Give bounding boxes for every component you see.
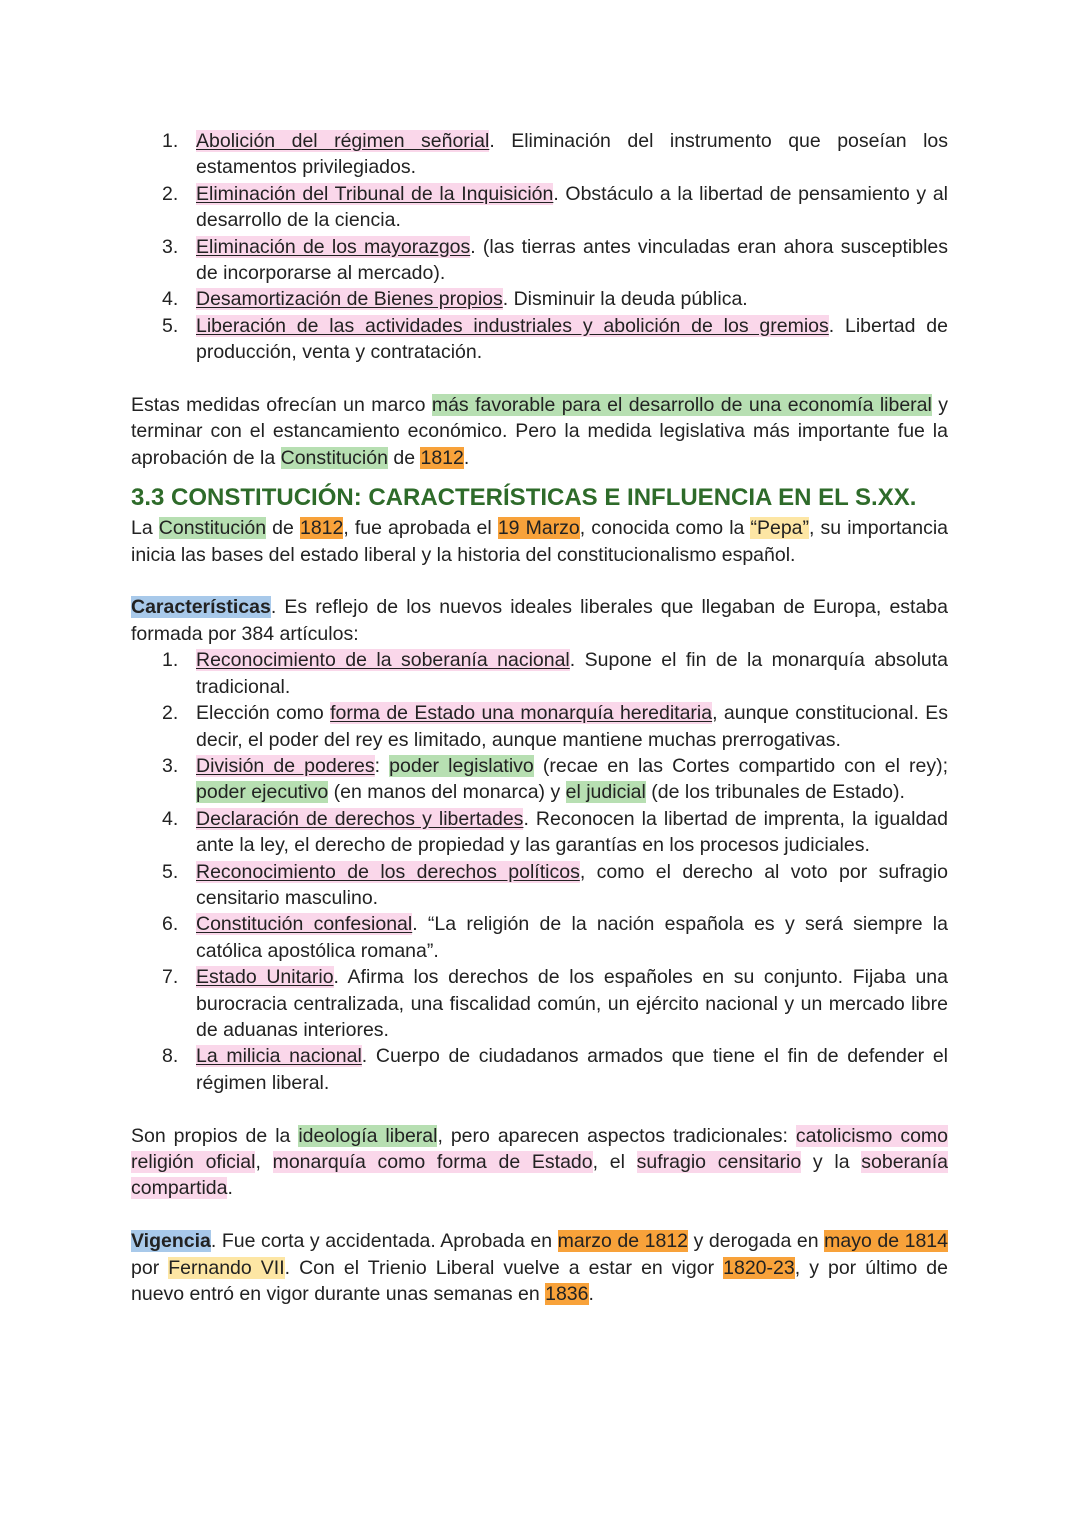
highlighted-term: Estado Unitario — [196, 966, 334, 989]
paragraph-measures: Estas medidas ofrecían un marco más favorable para el desarrollo de una economía liberal y terminar con el estancamiento económico. Pero la medida legislativa más importante fue la aprobación de la Constitución de 1812. — [131, 394, 948, 469]
highlighted-term: Liberación de las actividades industriales y abolición de los gremios — [196, 314, 829, 337]
list-item: 2. Elección como forma de Estado una monarquía hereditaria, aunque constitucional. Es decir, el poder del rey es limitado, aunque mantiene muchas prerrogativas. — [162, 702, 948, 751]
list-item: 3. División de poderes: poder legislativo (recae en las Cortes compartido con el rey); poder ejecutivo (en manos del monarca) y el judicial (de los tribunales de Estado). — [162, 754, 949, 804]
highlighted-date: marzo de 1812 — [557, 1230, 689, 1253]
highlighted-date: 19 Marzo — [497, 517, 580, 540]
highlighted-term: Constitución — [280, 446, 388, 469]
list-item: 1. Reconocimiento de la soberanía nacional. Supone el fin de la monarquía absoluta tradicional. — [162, 649, 949, 698]
list-number: 2. — [162, 182, 179, 205]
highlighted-term: forma de Estado una monarquía hereditaria — [330, 702, 713, 725]
highlighted-term: soberanía compartida — [131, 1150, 948, 1200]
highlighted-date: 1820-23 — [723, 1256, 795, 1279]
highlighted-term: poder legislativo — [389, 754, 534, 777]
highlighted-term: Desamortización de Bienes propios — [196, 288, 503, 311]
highlighted-term: Abolición del régimen señorial — [196, 130, 490, 152]
highlighted-term: sufragio censitario — [636, 1150, 802, 1173]
highlighted-date: 1836 — [545, 1283, 589, 1305]
paragraph-ideology: Son propios de la ideología liberal, pero aparecen aspectos tradicionales: catolicismo como religión oficial, monarquía como forma de Estado, el sufragio censitario y la soberanía compartida. — [131, 1124, 948, 1200]
highlighted-term: Fernando VII — [168, 1256, 285, 1279]
list-number: 4. — [162, 288, 179, 311]
item-text: . Disminuir la deuda pública. — [502, 288, 748, 311]
highlighted-date: 1812 — [299, 517, 344, 540]
highlighted-term: más favorable para el desarrollo de una economía liberal — [431, 394, 932, 417]
highlighted-term: La milicia nacional — [196, 1045, 362, 1068]
paragraph-vigencia: Vigencia. Fue corta y accidentada. Aprobada en marzo de 1812 y derogada en mayo de 1814 por Fernando VII. Con el Trienio Liberal vuelve a estar en vigor 1820-23, y por último de nuevo entró en vigor durante unas semanas en 1836. — [131, 1230, 948, 1305]
list-number: 5. — [162, 314, 179, 337]
highlighted-term: Reconocimiento de la soberanía nacional — [196, 649, 570, 672]
list-number: 1. — [162, 130, 179, 152]
paragraph-characteristics: Características. Es reflejo de los nuevos ideales liberales que llegaban de Europa, estaba formada por 384 artículos: — [131, 596, 948, 645]
highlighted-term: Eliminación del Tribunal de la Inquisición — [196, 182, 554, 205]
highlighted-date: mayo de 1814 — [824, 1230, 948, 1253]
item-text: . Libertad de producción, venta y contratación. — [196, 314, 948, 364]
highlighted-term: monarquía como forma de Estado — [272, 1150, 593, 1173]
highlighted-term: el judicial — [565, 781, 646, 804]
list-item: 5. Reconocimiento de los derechos políticos, como el derecho al voto por sufragio censitario masculino. — [162, 860, 949, 909]
highlighted-term: Constitución — [158, 517, 267, 540]
list-number: 3. — [162, 235, 179, 258]
highlighted-term: Constitución confesional — [196, 913, 413, 936]
highlighted-term: Declaración de derechos y libertades — [196, 807, 524, 830]
item-text: . Obstáculo a la libertad de pensamiento y al desarrollo de la ciencia. — [196, 182, 949, 232]
highlighted-term: Reconocimiento de los derechos políticos — [196, 860, 580, 883]
highlighted-term: “Pepa” — [750, 517, 810, 540]
list-item: 4. Declaración de derechos y libertades. Reconocen la libertad de imprenta, la igualdad ante la ley, el derecho de propiedad y las garantías en los procesos judiciales. — [162, 807, 948, 857]
highlighted-date: 1812 — [420, 446, 464, 469]
highlighted-term: poder ejecutivo — [196, 781, 329, 804]
characteristics-list — [131, 647, 948, 1096]
list-item — [131, 128, 948, 181]
list-item — [131, 234, 948, 287]
list-item: 6. Constitución confesional. “La religión de la nación española es y será siempre la católica apostólica romana”. — [162, 913, 948, 962]
highlighted-term: División de poderes — [196, 754, 375, 777]
reform-list — [131, 128, 948, 366]
item-text: . Eliminación del instrumento que poseían los estamentos privilegiados. — [196, 130, 949, 179]
list-item — [131, 286, 948, 312]
highlighted-term: catolicismo como religión oficial — [131, 1124, 948, 1173]
item-text: . (las tierras antes vinculadas eran ahora susceptibles de incorporarse al mercado). — [196, 235, 948, 285]
highlighted-term: Eliminación de los mayorazgos — [196, 235, 471, 258]
section-heading: 3.3 CONSTITUCIÓN: CARACTERÍSTICAS E INFLUENCIA EN EL S.XX. — [131, 484, 917, 512]
document-page — [131, 128, 948, 1307]
list-item: 8. La milicia nacional. Cuerpo de ciudadanos armados que tiene el fin de defender el régimen liberal. — [162, 1045, 948, 1094]
list-item — [131, 181, 948, 234]
section-label: Características — [131, 596, 271, 619]
section-label: Vigencia — [131, 1230, 211, 1253]
list-item — [131, 313, 948, 366]
highlighted-term: ideología liberal — [298, 1124, 438, 1147]
list-item: 7. Estado Unitario. Afirma los derechos de los españoles en su conjunto. Fijaba una burocracia centralizada, una fiscalidad común, un ejército nacional y un mercado libre de aduanas interiores. — [162, 966, 948, 1041]
paragraph-intro: La Constitución de 1812, fue aprobada el 19 Marzo, conocida como la “Pepa”, su importancia inicia las bases del estado liberal y la historia del constitucionalismo español. — [131, 517, 948, 566]
